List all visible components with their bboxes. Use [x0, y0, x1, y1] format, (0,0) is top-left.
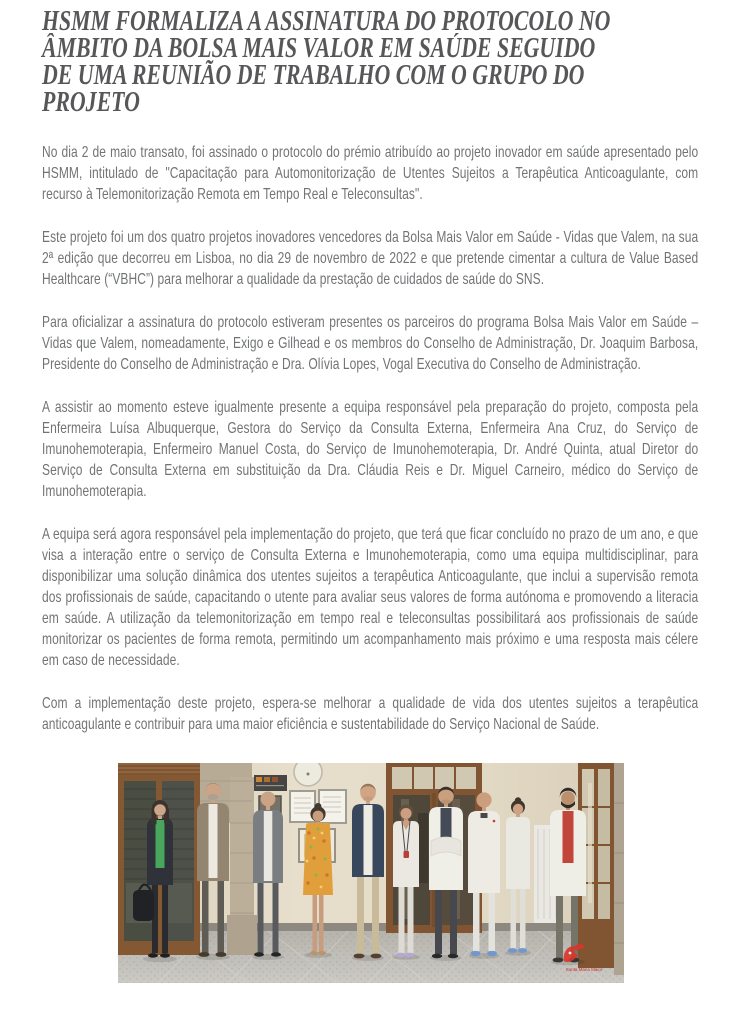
paragraph-6: Com a implementação deste projeto, espera-se melhorar a qualidade de vida dos utentes sujeitos a terapêutica anticoagulante e contribuir para uma maior eficiência e sustentabilidade do Serviço Nacional de Saúde. — [42, 695, 699, 733]
title-line-1: HSMM FORMALIZA A ASSINATURA DO PROTOCOLO NO — [42, 6, 611, 37]
paragraph-1: No dia 2 de maio transato, foi assinado o protocolo do prémio atribuído ao projeto inovador em saúde apresentado pelo HSMM, intitulado de "Capacitação para Automonitorização de Utentes Sujeitos a Terapêutica Anticoagulante, com recurso à Telemonitorização Remota em Tempo Real e Teleconsultas". — [42, 144, 699, 203]
paragraph-2: Este projeto foi um dos quatro projetos inovadores vencedores da Bolsa Mais Valor em Saúde - Vidas que Valem, na sua 2ª edição que decorreu em Lisboa, no dia 29 de novembro de 2022 e que pretende cimentar a cultura de Value Based Healthcare (“VBHC”) para melhorar a qualidade da prestação de cuidados de saúde do SNS. — [42, 229, 699, 288]
photo-watermark-text: Santa Maria Maior — [565, 967, 603, 972]
page-title — [42, 8, 698, 116]
article-photo — [118, 763, 624, 983]
article-body — [42, 142, 698, 735]
paragraph-3: Para oficializar a assinatura do protocolo estiveram presentes os parceiros do programa Bolsa Mais Valor em Saúde – Vidas que Valem, nomeadamente, Exigo e Gilhead e os membros do Conselho de Administração, Dr. Joaquim Barbosa, Presidente do Conselho de Administração e Dra. Olívia Lopes, Vogal Executiva do Conselho de Administração. — [42, 314, 699, 373]
paragraph-4: A assistir ao momento esteve igualmente presente a equipa responsável pela preparação do projeto, composta pela Enfermeira Luísa Albuquerque, Gestora do Serviço da Consulta Externa, Enfermeira Ana Cruz, do Serviço de Imunohemoterapia, Enfermeiro Manuel Costa, do Serviço de Imunohemoterapia, Dr. André Quinta, atual Diretor do Serviço de Consulta Externa em substituição da Dra. Cláudia Reis e Dr. Miguel Carneiro, médico do Serviço de Imunohemoterapia. — [42, 399, 699, 500]
title-line-3: DE UMA REUNIÃO DE TRABALHO COM O GRUPO DO — [42, 60, 585, 91]
group-photo-illustration — [118, 763, 624, 983]
title-line-2: ÂMBITO DA BOLSA MAIS VALOR EM SAÚDE SEGUIDO — [42, 33, 596, 64]
paragraph-5: A equipa será agora responsável pela implementação do projeto, que terá que ficar concluído no prazo de um ano, e que visa a interação entre o serviço de Consulta Externa e Imunohemoterapia, como uma equipa multidisciplinar, para disponibilizar uma solução dinâmica dos utentes sujeitos a terapêutica Anticoagulante, que inclui a supervisão remota dos profissionais de saúde, capacitando o utente para avaliar seus valores de forma autónoma e promovendo a literacia em saúde. A utilização da telemonitorização em tempo real e teleconsultas possibilitará aos profissionais de saúde monitorizar os pacientes de forma remota, permitindo um acompanhamento mais próximo e uma resposta mais célere em caso de necessidade. — [42, 526, 699, 669]
title-line-4: PROJETO — [42, 87, 140, 118]
photo-light-overlay — [118, 763, 624, 983]
